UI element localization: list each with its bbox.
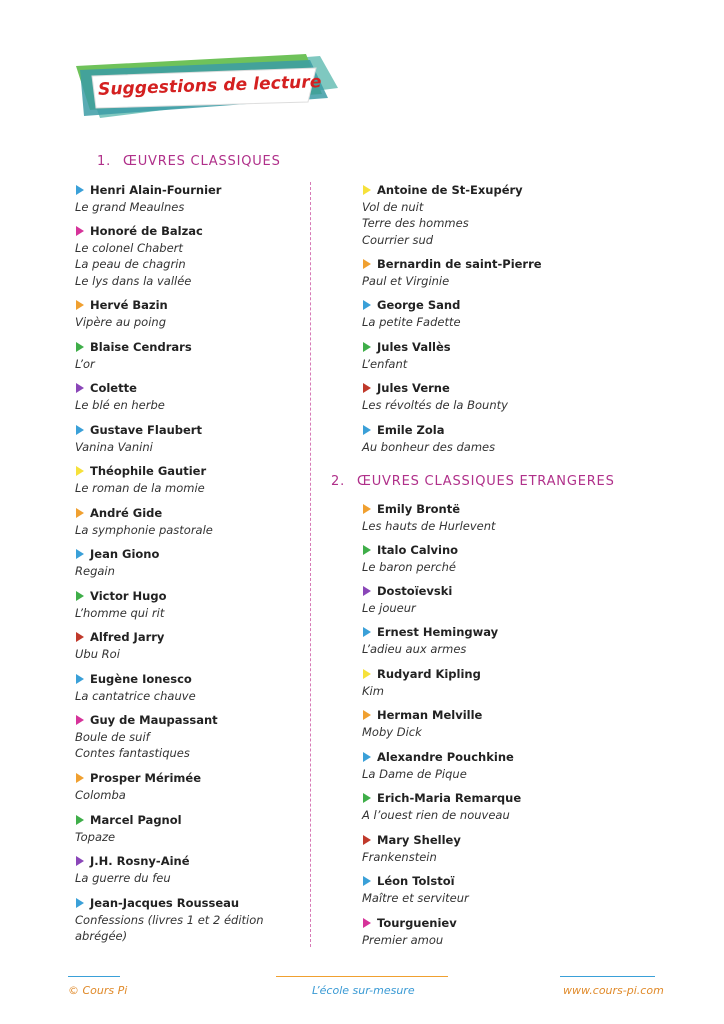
book-entry (75, 671, 196, 704)
arrow-bullet-icon (363, 627, 371, 637)
author-name (362, 832, 461, 849)
author-name (362, 542, 458, 559)
book-entry (75, 463, 206, 496)
book-title: Premier amou (362, 932, 444, 947)
arrow-bullet-icon (76, 856, 84, 866)
author-name (362, 422, 495, 439)
author-label: Honoré de Balzac (90, 224, 203, 238)
book-title: La symphonie pastorale (75, 522, 213, 537)
author-label: Jules Vallès (377, 340, 451, 354)
arrow-bullet-icon (76, 185, 84, 195)
author-label: Ernest Hemingway (377, 625, 499, 639)
arrow-bullet-icon (76, 773, 84, 783)
book-entry (362, 790, 521, 823)
author-name (75, 770, 201, 787)
author-label: Alfred Jarry (90, 630, 165, 644)
book-title: L’homme qui rit (75, 605, 165, 620)
author-name (75, 546, 159, 563)
arrow-bullet-icon (363, 342, 371, 352)
book-entry (75, 546, 159, 579)
arrow-bullet-icon (363, 383, 371, 393)
author-label: Emily Brontë (377, 502, 461, 516)
book-entry (75, 339, 192, 372)
footer (0, 976, 724, 1006)
author-label: Jean-Jacques Rousseau (90, 896, 240, 910)
book-title: Terre des hommes (362, 216, 469, 230)
column-divider (310, 182, 311, 947)
book-title: Kim (362, 683, 384, 698)
author-name (362, 297, 461, 314)
book-title: Le lys dans la vallée (75, 273, 192, 288)
book-title: Frankenstein (362, 849, 437, 864)
section-title-text: ŒUVRES CLASSIQUES (123, 154, 281, 169)
arrow-bullet-icon (363, 793, 371, 803)
author-name (75, 182, 221, 199)
author-name (362, 624, 498, 641)
author-name (75, 588, 166, 605)
book-entry (75, 895, 305, 945)
book-entry (362, 832, 461, 865)
author-name (75, 629, 164, 646)
arrow-bullet-icon (76, 591, 84, 601)
arrow-bullet-icon (76, 508, 84, 518)
author-label: Marcel Pagnol (90, 813, 182, 827)
author-label: Colette (90, 381, 137, 395)
author-name (75, 297, 168, 314)
author-label: Dostoïevski (377, 584, 453, 598)
author-label: Eugène Ionesco (90, 672, 192, 686)
arrow-bullet-icon (363, 586, 371, 596)
book-entry (75, 812, 182, 845)
arrow-bullet-icon (363, 669, 371, 679)
arrow-bullet-icon (76, 632, 84, 642)
book-title: Au bonheur des dames (362, 439, 496, 454)
book-entry (362, 297, 461, 330)
arrow-bullet-icon (363, 752, 371, 762)
book-entry (75, 297, 168, 330)
arrow-bullet-icon (76, 425, 84, 435)
book-entry (362, 666, 481, 699)
book-title: La guerre du feu (75, 870, 171, 885)
arrow-bullet-icon (76, 898, 84, 908)
author-label: Prosper Mérimée (90, 771, 201, 785)
book-title: Le grand Meaulnes (75, 199, 185, 214)
author-name (362, 583, 452, 600)
book-title: L’enfant (362, 356, 408, 371)
book-title: Maître et serviteur (362, 890, 469, 905)
book-title: Le colonel Chabert (75, 240, 183, 255)
book-title: Le baron perché (362, 559, 456, 574)
book-title: Le blé en herbe (75, 397, 165, 412)
author-name (362, 707, 482, 724)
arrow-bullet-icon (363, 259, 371, 269)
author-label: Emile Zola (377, 423, 445, 437)
arrow-bullet-icon (363, 425, 371, 435)
book-entry (75, 223, 203, 289)
author-label: Jean Giono (90, 547, 160, 561)
page-title: Suggestions de lecture (97, 72, 322, 100)
arrow-bullet-icon (76, 300, 84, 310)
section-title-etrangeres (331, 474, 615, 489)
author-name (362, 182, 523, 199)
book-title: A l’ouest rien de nouveau (362, 807, 510, 822)
author-label: J.H. Rosny-Ainé (90, 854, 190, 868)
author-label: Erich-Maria Remarque (377, 791, 522, 805)
book-entry (362, 182, 523, 248)
author-label: Gustave Flaubert (90, 423, 202, 437)
arrow-bullet-icon (363, 300, 371, 310)
book-title: L’or (75, 356, 95, 371)
arrow-bullet-icon (363, 918, 371, 928)
book-title: Colomba (75, 787, 126, 802)
title-banner (70, 52, 345, 122)
author-name (75, 812, 182, 829)
author-name (75, 853, 190, 870)
arrow-bullet-icon (363, 876, 371, 886)
author-label: Henri Alain-Fournier (90, 183, 222, 197)
book-title: Moby Dick (362, 724, 422, 739)
author-name (362, 749, 514, 766)
book-title: La Dame de Pique (362, 766, 467, 781)
author-name (362, 256, 542, 273)
author-name (362, 873, 469, 890)
arrow-bullet-icon (363, 710, 371, 720)
author-name (75, 463, 206, 480)
footer-website-link[interactable]: www.cours-pi.com (563, 984, 664, 997)
book-title: Courrier sud (362, 232, 434, 247)
arrow-bullet-icon (76, 466, 84, 476)
author-label: George Sand (377, 298, 461, 312)
author-label: Herman Melville (377, 708, 483, 722)
book-entry (362, 624, 498, 657)
book-title: Confessions (livres 1 et 2 édition abrégée) (75, 912, 264, 943)
arrow-bullet-icon (76, 715, 84, 725)
author-name (362, 666, 481, 683)
book-entry (362, 749, 514, 782)
author-name (362, 790, 521, 807)
author-label: Léon Tolstoï (377, 874, 455, 888)
book-title: La peau de chagrin (75, 257, 186, 271)
author-label: Hervé Bazin (90, 298, 168, 312)
author-name (362, 380, 508, 397)
book-entry (362, 256, 542, 289)
author-name (75, 380, 165, 397)
book-entry (75, 770, 201, 803)
book-entry (75, 588, 166, 621)
footer-slogan: L’école sur-mesure (312, 984, 415, 997)
author-label: Guy de Maupassant (90, 713, 218, 727)
author-label: Antoine de St-Exupéry (377, 183, 523, 197)
section-title-classiques (97, 154, 281, 169)
author-name (75, 712, 218, 729)
author-label: André Gide (90, 506, 163, 520)
section-number: 2. (331, 474, 346, 489)
book-title: Topaze (75, 829, 116, 844)
book-entry (75, 380, 165, 413)
author-label: Bernardin de saint-Pierre (377, 257, 542, 271)
book-entry (362, 542, 458, 575)
author-name (75, 339, 192, 356)
author-label: Mary Shelley (377, 833, 461, 847)
author-name (362, 339, 451, 356)
book-title: Les révoltés de la Bounty (362, 397, 508, 412)
author-label: Rudyard Kipling (377, 667, 481, 681)
book-title: Les hauts de Hurlevent (362, 518, 496, 533)
book-entry (75, 853, 190, 886)
author-label: Victor Hugo (90, 589, 167, 603)
arrow-bullet-icon (363, 545, 371, 555)
book-entry (362, 339, 451, 372)
book-title: La petite Fadette (362, 314, 461, 329)
book-entry (362, 501, 496, 534)
book-title: Paul et Virginie (362, 273, 450, 288)
author-label: Alexandre Pouchkine (377, 750, 514, 764)
author-label: Tourgueniev (377, 916, 457, 930)
arrow-bullet-icon (363, 835, 371, 845)
arrow-bullet-icon (76, 226, 84, 236)
book-title: Regain (75, 563, 115, 578)
book-entry (75, 182, 221, 215)
arrow-bullet-icon (363, 504, 371, 514)
author-label: Jules Verne (377, 381, 450, 395)
book-title: Boule de suif (75, 729, 150, 744)
footer-line-center (276, 976, 448, 977)
book-title: Le joueur (362, 600, 416, 615)
book-title: La cantatrice chauve (75, 688, 196, 703)
book-title: Vanina Vanini (75, 439, 153, 454)
book-entry (75, 422, 202, 455)
book-entry (75, 712, 218, 762)
author-name (75, 422, 202, 439)
author-name (362, 501, 496, 518)
book-title: Vol de nuit (362, 199, 424, 214)
book-entry (362, 583, 452, 616)
author-label: Blaise Cendrars (90, 340, 192, 354)
arrow-bullet-icon (76, 383, 84, 393)
book-title: Le roman de la momie (75, 480, 205, 495)
arrow-bullet-icon (76, 815, 84, 825)
section-title-text: ŒUVRES CLASSIQUES ETRANGERES (357, 474, 615, 489)
author-name (75, 223, 203, 240)
arrow-bullet-icon (363, 185, 371, 195)
author-label: Italo Calvino (377, 543, 459, 557)
author-name (362, 915, 457, 932)
book-title: Contes fantastiques (75, 746, 190, 760)
section-number: 1. (97, 154, 112, 169)
book-entry (362, 915, 457, 948)
book-entry (362, 873, 469, 906)
book-entry (362, 707, 482, 740)
book-title: Vipère au poing (75, 314, 167, 329)
author-name (75, 895, 305, 912)
author-name (75, 671, 196, 688)
footer-line-left (68, 976, 120, 977)
book-title: Ubu Roi (75, 646, 120, 661)
book-entry (75, 629, 164, 662)
book-entry (75, 505, 213, 538)
arrow-bullet-icon (76, 674, 84, 684)
footer-copyright: © Cours Pi (68, 984, 128, 997)
book-title: L’adieu aux armes (362, 641, 467, 656)
book-entry (362, 380, 508, 413)
arrow-bullet-icon (76, 549, 84, 559)
author-name (75, 505, 213, 522)
arrow-bullet-icon (76, 342, 84, 352)
footer-line-right (560, 976, 655, 977)
author-label: Théophile Gautier (90, 464, 207, 478)
book-entry (362, 422, 495, 455)
